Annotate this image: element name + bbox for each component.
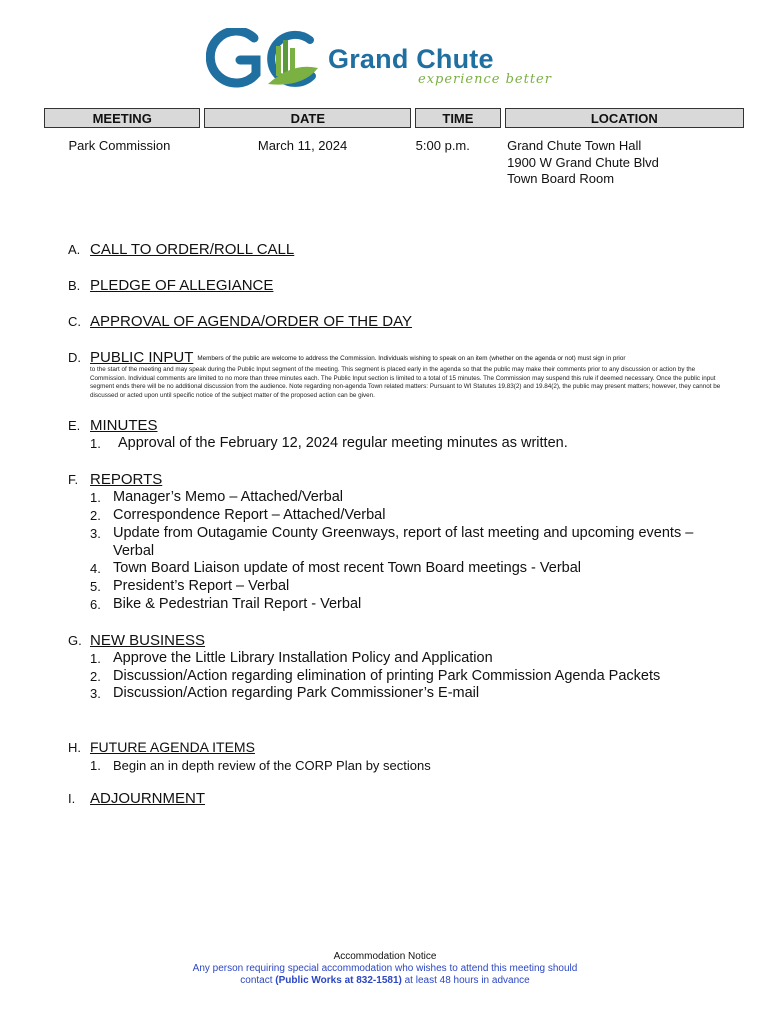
agenda-section-b xyxy=(68,277,728,295)
list-item xyxy=(90,560,728,578)
item-text: Approve the Little Library Installation Policy and Application xyxy=(113,649,493,666)
item-number: 6. xyxy=(90,596,101,612)
item-text: Discussion/Action regarding elimination of printing Park Commission Agenda Packets xyxy=(113,667,661,684)
list-item xyxy=(90,525,728,561)
section-letter: B. xyxy=(68,278,81,293)
header-location: LOCATION xyxy=(505,109,743,128)
agenda-section-c xyxy=(68,313,728,331)
item-number: 4. xyxy=(90,561,101,577)
item-text: Approval of the February 12, 2024 regular meeting minutes as written. xyxy=(118,435,568,452)
item-number: 1. xyxy=(90,436,101,452)
list-item xyxy=(90,650,728,668)
meeting-name: Park Commission xyxy=(68,138,171,153)
meeting-time: 5:00 p.m. xyxy=(415,138,470,153)
accommodation-contact-post: at least 48 hours in advance xyxy=(401,975,530,986)
section-letter: A. xyxy=(68,242,81,257)
agenda-section-h xyxy=(68,738,728,757)
grand-chute-logo-icon xyxy=(206,28,324,92)
list-item xyxy=(90,435,728,453)
future-items-list xyxy=(68,757,728,774)
agenda-section-a xyxy=(68,241,728,259)
meeting-location xyxy=(505,128,743,188)
section-title: REPORTS xyxy=(90,471,163,489)
section-title: ADJOURNMENT xyxy=(90,790,205,808)
section-title: CALL TO ORDER/ROLL CALL xyxy=(90,241,295,258)
new-business-list xyxy=(68,650,728,703)
section-title: PLEDGE OF ALLEGIANCE xyxy=(90,277,274,294)
item-number: 3. xyxy=(90,686,101,702)
list-item xyxy=(90,507,728,525)
accommodation-notice xyxy=(0,951,770,987)
item-number: 2. xyxy=(90,507,101,523)
section-letter: D. xyxy=(68,350,81,365)
accommodation-contact-pre: contact xyxy=(240,975,276,986)
item-text: Bike & Pedestrian Trail Report - Verbal xyxy=(113,595,362,612)
accommodation-line-1: Any person requiring special accommodation who wishes to attend this meeting should xyxy=(192,963,578,974)
section-title: APPROVAL OF AGENDA/ORDER OF THE DAY xyxy=(90,313,413,330)
section-title: MINUTES xyxy=(90,417,158,435)
item-number: 1. xyxy=(90,650,101,666)
public-input-note-first: Members of the public are welcome to address the Commission. Individuals wishing to speak on an item (whether on the agenda or not) must sign in prior xyxy=(197,355,626,362)
meeting-date: March 11, 2024 xyxy=(257,138,348,153)
section-letter: F. xyxy=(68,472,79,488)
section-letter: C. xyxy=(68,314,81,329)
header-date: DATE xyxy=(205,109,411,128)
item-text: Manager’s Memo – Attached/Verbal xyxy=(113,489,343,506)
list-item xyxy=(90,489,728,507)
location-line: Town Board Room xyxy=(507,171,615,186)
accommodation-contact-phone: (Public Works at 832-1581) xyxy=(275,975,402,986)
list-item xyxy=(90,668,728,686)
location-line: Grand Chute Town Hall xyxy=(507,138,642,153)
reports-list xyxy=(68,489,728,614)
item-number: 2. xyxy=(90,668,101,684)
agenda-section-e xyxy=(68,417,728,435)
section-title: NEW BUSINESS xyxy=(90,631,206,649)
section-letter: I. xyxy=(68,791,76,807)
section-letter: H. xyxy=(68,740,81,756)
agenda-section-f xyxy=(68,471,728,489)
section-letter: G. xyxy=(68,632,82,648)
public-input-note-rest: to the start of the meeting and may speak during the Public Input segment of the meeting. This segment is placed early in the agenda so that the public may make their comments prior to any discussion or action by the Commission. Individual comments are limited to no more than three minutes each. The Public Input section is limited to a total of 15 minutes. The Commission may suspend this rule if deemed necessary. Once the public input segment ends there will be no additional discussion from the audience. Note regarding non-agenda Town related matters: Pursuant to WI Statutes 19.83(2) and 19.84(2), the public may present matters; however, they cannot be discussed or acted upon until specific notice of the subject matter of the proposed action can be given. xyxy=(90,366,721,399)
agenda-section-g xyxy=(68,632,728,650)
item-text: President’s Report – Verbal xyxy=(113,578,290,595)
logo-brand-name: Grand Chute xyxy=(328,44,494,74)
list-item xyxy=(90,757,728,774)
item-number: 1. xyxy=(90,758,101,774)
item-number: 5. xyxy=(90,579,101,595)
logo-tagline: experience better xyxy=(418,72,552,87)
minutes-list xyxy=(68,435,728,453)
agenda xyxy=(68,241,728,808)
item-text: Discussion/Action regarding Park Commissioner’s E-mail xyxy=(113,685,480,702)
list-item xyxy=(90,578,728,596)
header-time: TIME xyxy=(416,109,500,128)
item-text: Update from Outagamie County Greenways, report of last meeting and upcoming events – Verbal xyxy=(113,524,694,559)
item-text: Begin an in depth review of the CORP Plan by sections xyxy=(113,758,431,774)
item-number: 1. xyxy=(90,490,101,506)
list-item xyxy=(90,596,728,614)
item-text: Correspondence Report – Attached/Verbal xyxy=(113,506,386,523)
item-number: 3. xyxy=(90,525,101,541)
list-item xyxy=(90,685,728,703)
agenda-section-d xyxy=(68,349,728,400)
section-title: FUTURE AGENDA ITEMS xyxy=(90,739,255,756)
location-line: 1900 W Grand Chute Blvd xyxy=(507,154,659,170)
grand-chute-logo xyxy=(206,28,552,92)
meeting-info-table xyxy=(44,108,744,188)
agenda-section-i xyxy=(68,790,728,808)
accommodation-heading: Accommodation Notice xyxy=(333,951,437,962)
header-meeting: MEETING xyxy=(45,109,200,128)
section-title: PUBLIC INPUT xyxy=(90,349,194,366)
item-text: Town Board Liaison update of most recent Town Board meetings - Verbal xyxy=(113,560,582,577)
section-letter: E. xyxy=(68,418,81,434)
accommodation-line-2 xyxy=(0,975,770,987)
